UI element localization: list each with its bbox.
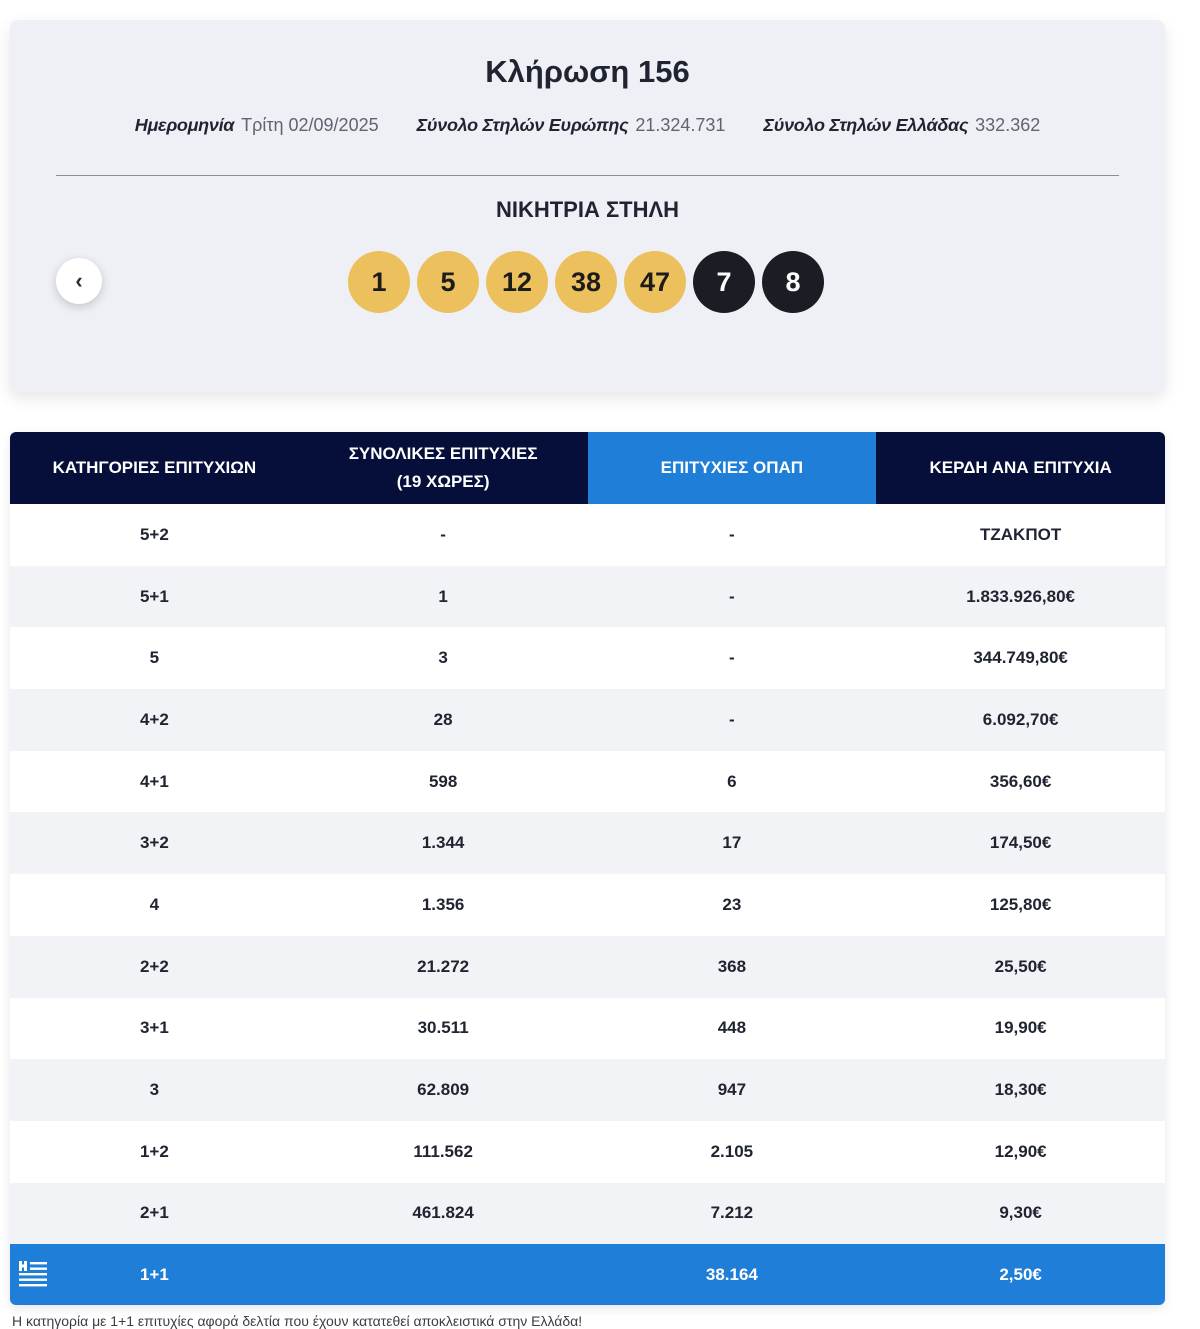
cell-prize: 12,90€ (994, 1141, 1047, 1161)
cell-prize: 2,50€ (999, 1264, 1042, 1284)
number-ball: 1 (348, 251, 410, 313)
greece-columns (763, 115, 1040, 136)
table-row (10, 504, 1165, 566)
cell-opap-wins: 448 (717, 1018, 747, 1038)
cell-opap-wins: 368 (717, 956, 747, 976)
table-row (10, 1183, 1165, 1245)
table-row (10, 998, 1165, 1060)
greek-flag-icon (19, 1261, 47, 1287)
winning-numbers (348, 251, 824, 313)
cell-total-wins: 598 (428, 771, 458, 791)
cell-category: 5+1 (139, 586, 169, 606)
header-categories: ΚΑΤΗΓΟΡΙΕΣ ΕΠΙΤΥΧΙΩΝ (10, 432, 299, 504)
cell-category: 4 (149, 894, 160, 914)
cell-prize: 9,30€ (999, 1203, 1042, 1223)
europe-columns-value: 21.324.731 (635, 115, 726, 135)
table-row (10, 627, 1165, 689)
greece-columns-label: Σύνολο Στηλών Ελλάδας (763, 115, 969, 135)
cell-category: 4+2 (139, 709, 169, 729)
cell-prize: 125,80€ (989, 894, 1052, 914)
cell-category: 4+1 (139, 771, 169, 791)
cell-total-wins: 3 (438, 648, 448, 668)
divider (56, 175, 1119, 176)
cell-opap-wins: 17 (722, 833, 742, 853)
cell-category: 3 (149, 1080, 160, 1100)
cell-total-wins: - (440, 524, 446, 544)
cell-category: 2+2 (139, 956, 169, 976)
cell-category: 3+1 (139, 1018, 169, 1038)
cell-prize: 1.833.926,80€ (966, 586, 1075, 606)
table-row (10, 874, 1165, 936)
cell-opap-wins: 38.164 (705, 1264, 758, 1284)
cell-prize: 356,60€ (989, 771, 1052, 791)
cell-prize: 25,50€ (994, 956, 1047, 976)
cell-total-wins: 461.824 (412, 1203, 474, 1223)
draw-date-label: Ημερομηνία (134, 115, 235, 135)
prize-table (10, 432, 1165, 1305)
header-total-wins (299, 432, 588, 504)
cell-total-wins: 111.562 (413, 1141, 473, 1161)
cell-opap-wins: - (729, 709, 735, 729)
cell-total-wins (299, 1244, 588, 1305)
table-row (10, 1059, 1165, 1121)
draw-card (10, 20, 1165, 392)
number-ball: 12 (486, 251, 548, 313)
header-prize: ΚΕΡΔΗ ΑΝΑ ΕΠΙΤΥΧΙΑ (876, 432, 1165, 504)
header-total-wins-line2: (19 ΧΩΡΕΣ) (396, 472, 490, 491)
cell-opap-wins: - (729, 524, 735, 544)
cell-category: 1+1 (139, 1264, 169, 1284)
cell-total-wins: 28 (433, 709, 453, 729)
europe-columns-label: Σύνολο Στηλών Ευρώπης (416, 115, 629, 135)
table-row (10, 1121, 1165, 1183)
greece-columns-value: 332.362 (975, 115, 1041, 135)
cell-prize: 174,50€ (989, 833, 1052, 853)
cell-total-wins: 1 (438, 586, 448, 606)
europe-columns (417, 115, 726, 136)
cell-category: 5+2 (139, 524, 169, 544)
cell-opap-wins: 2.105 (710, 1141, 754, 1161)
draw-title: Κλήρωση 156 (485, 54, 690, 89)
cell-prize: 344.749,80€ (973, 648, 1068, 668)
table-row (10, 812, 1165, 874)
cell-category: 5 (149, 648, 160, 668)
footnote: Η κατηγορία με 1+1 επιτυχίες αφορά δελτία που έχουν κατατεθεί αποκλειστικά στην Ελλάδα! (12, 1313, 583, 1329)
draw-date-value: Τρίτη 02/09/2025 (241, 115, 379, 135)
cell-total-wins: 21.272 (417, 956, 470, 976)
cell-opap-wins: 7.212 (710, 1203, 754, 1223)
previous-draw-button[interactable] (56, 258, 102, 304)
cell-category: 3+2 (139, 833, 169, 853)
cell-total-wins: 30.511 (417, 1018, 469, 1038)
cell-opap-wins: 6 (727, 771, 737, 791)
cell-category: 1+2 (139, 1141, 169, 1161)
cell-total-wins: 1.344 (421, 833, 465, 853)
cell-opap-wins: - (729, 586, 735, 606)
cell-category: 2+1 (139, 1203, 169, 1223)
chevron-left-icon: ‹ (75, 268, 83, 293)
cell-opap-wins: - (729, 648, 735, 668)
table-row (10, 936, 1165, 998)
number-ball: 5 (417, 251, 479, 313)
draw-date (135, 115, 379, 136)
table-row (10, 566, 1165, 628)
star-ball: 8 (762, 251, 824, 313)
cell-prize: ΤΖΑΚΠΟΤ (980, 524, 1062, 544)
table-header (10, 432, 1165, 504)
cell-prize: 6.092,70€ (982, 709, 1059, 729)
cell-prize: 18,30€ (994, 1080, 1047, 1100)
table-row (10, 689, 1165, 751)
table-row (10, 751, 1165, 813)
winning-column-title: ΝΙΚΗΤΡΙΑ ΣΤΗΛΗ (495, 197, 680, 222)
header-total-wins-line1: ΣΥΝΟΛΙΚΕΣ ΕΠΙΤΥΧΙΕΣ (348, 444, 538, 463)
number-ball: 38 (555, 251, 617, 313)
cell-total-wins: 62.809 (417, 1080, 470, 1100)
cell-opap-wins: 23 (722, 894, 742, 914)
draw-meta (10, 115, 1165, 136)
cell-prize: 19,90€ (994, 1018, 1047, 1038)
star-ball: 7 (693, 251, 755, 313)
table-row-greece-only (10, 1244, 1165, 1305)
cell-total-wins: 1.356 (421, 894, 465, 914)
table-body (10, 504, 1165, 1244)
cell-opap-wins: 947 (717, 1080, 747, 1100)
number-ball: 47 (624, 251, 686, 313)
header-opap-wins: ΕΠΙΤΥΧΙΕΣ ΟΠΑΠ (588, 432, 877, 504)
